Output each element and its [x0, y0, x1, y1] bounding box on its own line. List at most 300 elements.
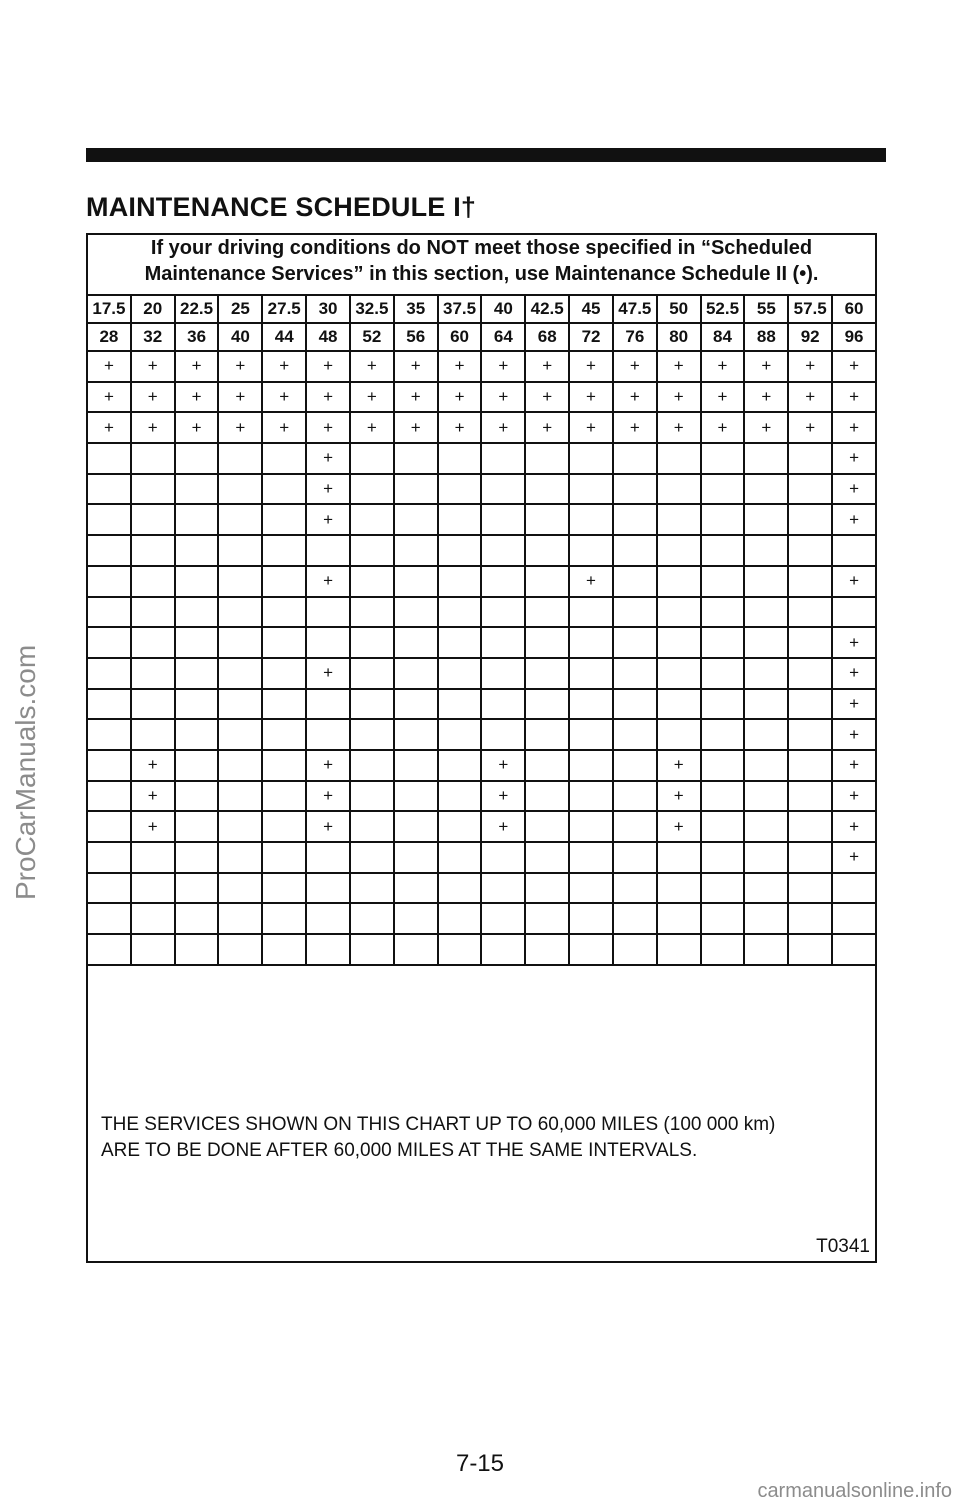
km-cell: 52 — [350, 323, 394, 351]
service-cell — [262, 811, 306, 842]
service-cell — [613, 535, 657, 566]
service-cell — [175, 627, 219, 658]
service-cell — [131, 658, 175, 689]
miles-cell: 40 — [481, 295, 525, 323]
service-cell: + — [438, 412, 482, 443]
service-cell — [87, 689, 131, 720]
service-cell: + — [569, 412, 613, 443]
service-cell — [394, 934, 438, 965]
service-cell — [350, 474, 394, 505]
service-cell — [350, 627, 394, 658]
km-cell: 40 — [218, 323, 262, 351]
service-cell — [350, 934, 394, 965]
service-row — [87, 351, 876, 382]
service-cell — [131, 504, 175, 535]
service-cell — [701, 535, 745, 566]
service-cell — [87, 934, 131, 965]
service-cell — [657, 689, 701, 720]
service-cell — [481, 597, 525, 628]
service-cell — [481, 689, 525, 720]
service-cell — [701, 842, 745, 873]
km-cell: 60 — [438, 323, 482, 351]
service-cell — [394, 781, 438, 812]
service-cell — [525, 903, 569, 934]
km-cell: 32 — [131, 323, 175, 351]
service-cell: + — [218, 412, 262, 443]
service-cell: + — [306, 504, 350, 535]
service-cell: + — [525, 412, 569, 443]
service-cell — [262, 719, 306, 750]
service-cell — [788, 903, 832, 934]
service-cell — [525, 566, 569, 597]
service-cell — [262, 873, 306, 904]
service-cell: + — [394, 351, 438, 382]
service-cell — [394, 597, 438, 628]
service-cell — [569, 474, 613, 505]
service-cell — [788, 443, 832, 474]
service-cell — [525, 689, 569, 720]
service-cell: + — [657, 382, 701, 413]
service-cell: + — [218, 351, 262, 382]
service-cell — [350, 903, 394, 934]
service-cell — [481, 873, 525, 904]
service-cell — [525, 535, 569, 566]
service-cell: + — [788, 412, 832, 443]
service-cell — [569, 842, 613, 873]
service-cell: + — [525, 351, 569, 382]
service-cell: + — [832, 842, 876, 873]
service-cell — [175, 719, 219, 750]
service-cell — [218, 443, 262, 474]
service-cell: + — [306, 658, 350, 689]
service-cell — [438, 566, 482, 597]
service-row — [87, 873, 876, 904]
service-cell — [788, 474, 832, 505]
miles-cell: 35 — [394, 295, 438, 323]
miles-cell: 57.5 — [788, 295, 832, 323]
service-cell — [350, 719, 394, 750]
service-cell: + — [306, 781, 350, 812]
service-row — [87, 382, 876, 413]
service-cell — [262, 474, 306, 505]
service-cell: + — [613, 351, 657, 382]
service-cell — [701, 658, 745, 689]
service-cell — [569, 781, 613, 812]
service-row — [87, 719, 876, 750]
service-cell — [744, 597, 788, 628]
service-cell — [744, 443, 788, 474]
service-cell — [438, 934, 482, 965]
service-cell — [613, 443, 657, 474]
service-cell: + — [569, 351, 613, 382]
service-cell: + — [481, 781, 525, 812]
service-cell: + — [481, 412, 525, 443]
service-cell — [262, 504, 306, 535]
km-cell: 44 — [262, 323, 306, 351]
service-cell — [218, 873, 262, 904]
service-row — [87, 443, 876, 474]
service-cell — [218, 597, 262, 628]
service-cell — [744, 689, 788, 720]
service-cell — [350, 597, 394, 628]
service-cell: + — [481, 811, 525, 842]
km-cell: 76 — [613, 323, 657, 351]
service-cell — [438, 811, 482, 842]
figure-code: T0341 — [816, 1236, 870, 1257]
service-cell: + — [131, 382, 175, 413]
service-cell — [481, 842, 525, 873]
service-cell: + — [569, 382, 613, 413]
service-cell: + — [438, 351, 482, 382]
service-cell — [175, 750, 219, 781]
service-cell: + — [262, 351, 306, 382]
service-cell — [438, 842, 482, 873]
service-cell — [481, 719, 525, 750]
service-cell — [218, 750, 262, 781]
maintenance-table — [86, 294, 877, 966]
service-cell: + — [438, 382, 482, 413]
service-cell — [394, 689, 438, 720]
service-cell — [438, 535, 482, 566]
service-cell — [788, 504, 832, 535]
service-cell: + — [262, 382, 306, 413]
service-cell — [788, 627, 832, 658]
service-cell — [394, 750, 438, 781]
service-cell — [569, 934, 613, 965]
service-cell — [131, 443, 175, 474]
service-cell — [87, 504, 131, 535]
service-cell: + — [350, 412, 394, 443]
service-cell — [744, 535, 788, 566]
km-cell: 36 — [175, 323, 219, 351]
service-cell: + — [701, 382, 745, 413]
service-cell — [525, 873, 569, 904]
service-cell: + — [657, 750, 701, 781]
miles-cell: 32.5 — [350, 295, 394, 323]
service-cell — [438, 658, 482, 689]
service-cell — [569, 903, 613, 934]
service-cell: + — [613, 382, 657, 413]
service-cell: + — [832, 689, 876, 720]
service-cell — [481, 474, 525, 505]
service-cell: + — [832, 811, 876, 842]
service-cell — [262, 627, 306, 658]
km-cell: 56 — [394, 323, 438, 351]
service-cell — [744, 627, 788, 658]
service-cell — [657, 566, 701, 597]
note-line-1: If your driving conditions do NOT meet those specified in “Scheduled — [150, 237, 813, 259]
schedule-note — [86, 235, 877, 293]
service-cell — [569, 750, 613, 781]
service-cell — [657, 873, 701, 904]
service-cell — [262, 535, 306, 566]
service-cell — [350, 750, 394, 781]
service-cell — [481, 535, 525, 566]
service-cell: + — [131, 781, 175, 812]
service-cell — [394, 842, 438, 873]
note-line-2: Maintenance Services” in this section, use Maintenance Schedule II (•). — [144, 263, 819, 285]
service-cell — [306, 627, 350, 658]
service-cell — [613, 504, 657, 535]
service-cell — [788, 750, 832, 781]
service-cell — [525, 934, 569, 965]
service-cell: + — [744, 351, 788, 382]
service-cell — [569, 719, 613, 750]
service-cell: + — [832, 351, 876, 382]
footer-line-2: ARE TO BE DONE AFTER 60,000 MILES AT THE SAME INTERVALS. — [101, 1140, 698, 1161]
service-cell — [832, 903, 876, 934]
service-cell — [788, 597, 832, 628]
service-cell: + — [525, 382, 569, 413]
service-cell — [262, 781, 306, 812]
service-cell — [525, 474, 569, 505]
service-cell: + — [832, 566, 876, 597]
service-cell — [701, 566, 745, 597]
service-cell — [744, 719, 788, 750]
service-cell — [218, 811, 262, 842]
service-cell — [525, 627, 569, 658]
service-cell — [481, 903, 525, 934]
km-cell: 96 — [832, 323, 876, 351]
service-cell — [481, 627, 525, 658]
service-cell — [87, 443, 131, 474]
service-cell — [613, 873, 657, 904]
service-cell — [525, 658, 569, 689]
service-cell: + — [744, 382, 788, 413]
km-cell: 84 — [701, 323, 745, 351]
service-cell — [394, 474, 438, 505]
service-cell — [131, 474, 175, 505]
service-cell: + — [131, 412, 175, 443]
service-cell — [87, 750, 131, 781]
service-cell — [744, 934, 788, 965]
service-cell — [350, 504, 394, 535]
service-cell: + — [218, 382, 262, 413]
service-cell: + — [306, 811, 350, 842]
service-cell — [262, 658, 306, 689]
km-cell: 28 — [87, 323, 131, 351]
service-cell — [657, 504, 701, 535]
service-cell — [87, 781, 131, 812]
service-cell — [262, 903, 306, 934]
service-cell — [131, 873, 175, 904]
service-cell — [525, 781, 569, 812]
service-row — [87, 504, 876, 535]
service-cell — [569, 689, 613, 720]
service-cell — [131, 597, 175, 628]
service-cell — [657, 443, 701, 474]
service-row — [87, 781, 876, 812]
service-cell — [613, 474, 657, 505]
service-cell: + — [175, 382, 219, 413]
service-cell — [350, 535, 394, 566]
service-cell: + — [744, 412, 788, 443]
service-cell: + — [657, 781, 701, 812]
km-cell: 48 — [306, 323, 350, 351]
service-cell: + — [832, 412, 876, 443]
service-cell — [262, 842, 306, 873]
service-cell — [701, 474, 745, 505]
service-cell — [438, 873, 482, 904]
service-row — [87, 811, 876, 842]
service-cell — [481, 566, 525, 597]
service-cell — [525, 597, 569, 628]
service-cell — [701, 811, 745, 842]
service-cell — [569, 627, 613, 658]
miles-cell: 45 — [569, 295, 613, 323]
service-cell — [701, 934, 745, 965]
service-cell — [131, 627, 175, 658]
service-cell — [481, 443, 525, 474]
service-cell — [788, 873, 832, 904]
service-cell — [788, 566, 832, 597]
service-cell — [788, 658, 832, 689]
service-cell — [788, 781, 832, 812]
service-cell — [788, 842, 832, 873]
service-cell: + — [832, 443, 876, 474]
service-cell — [175, 689, 219, 720]
service-cell — [569, 658, 613, 689]
service-cell — [87, 842, 131, 873]
service-cell — [438, 781, 482, 812]
service-cell — [306, 903, 350, 934]
service-cell — [218, 719, 262, 750]
service-cell: + — [481, 351, 525, 382]
page-number: 7-15 — [455, 1450, 505, 1477]
service-cell — [701, 750, 745, 781]
miles-cell: 20 — [131, 295, 175, 323]
service-cell — [306, 597, 350, 628]
service-cell — [701, 781, 745, 812]
service-cell — [131, 566, 175, 597]
service-cell — [394, 873, 438, 904]
service-row — [87, 566, 876, 597]
service-cell: + — [832, 382, 876, 413]
service-cell — [525, 504, 569, 535]
service-cell — [744, 504, 788, 535]
service-cell — [262, 689, 306, 720]
service-cell — [481, 504, 525, 535]
service-cell — [350, 566, 394, 597]
service-cell — [175, 903, 219, 934]
service-cell — [788, 535, 832, 566]
schedule-footer — [101, 1112, 775, 1164]
service-cell: + — [87, 382, 131, 413]
service-cell — [701, 597, 745, 628]
service-cell — [744, 750, 788, 781]
service-cell — [744, 474, 788, 505]
service-cell: + — [788, 351, 832, 382]
service-cell — [569, 873, 613, 904]
service-cell: + — [175, 351, 219, 382]
miles-header-row — [87, 295, 876, 323]
service-cell — [657, 934, 701, 965]
service-cell — [306, 873, 350, 904]
service-cell: + — [701, 351, 745, 382]
service-cell: + — [569, 566, 613, 597]
service-row — [87, 535, 876, 566]
miles-cell: 55 — [744, 295, 788, 323]
service-cell — [569, 443, 613, 474]
service-row — [87, 903, 876, 934]
service-cell — [613, 719, 657, 750]
service-cell — [218, 474, 262, 505]
service-cell — [218, 566, 262, 597]
service-cell — [657, 597, 701, 628]
service-row — [87, 750, 876, 781]
service-cell: + — [350, 351, 394, 382]
service-cell — [613, 566, 657, 597]
service-cell — [438, 474, 482, 505]
service-cell — [131, 689, 175, 720]
service-cell — [394, 811, 438, 842]
service-cell — [394, 903, 438, 934]
service-cell — [832, 535, 876, 566]
service-cell — [394, 719, 438, 750]
service-cell: + — [262, 412, 306, 443]
service-cell: + — [832, 474, 876, 505]
service-cell: + — [87, 351, 131, 382]
service-cell — [262, 597, 306, 628]
service-cell: + — [394, 412, 438, 443]
service-cell — [306, 535, 350, 566]
service-cell — [701, 903, 745, 934]
service-cell — [438, 627, 482, 658]
service-cell — [306, 689, 350, 720]
service-cell: + — [832, 750, 876, 781]
service-cell — [350, 842, 394, 873]
service-cell — [613, 658, 657, 689]
service-cell — [394, 504, 438, 535]
miles-cell: 30 — [306, 295, 350, 323]
miles-cell: 50 — [657, 295, 701, 323]
service-cell — [701, 873, 745, 904]
service-cell — [175, 474, 219, 505]
service-cell — [262, 934, 306, 965]
service-cell — [788, 719, 832, 750]
service-cell — [131, 535, 175, 566]
service-cell — [701, 504, 745, 535]
service-cell — [306, 934, 350, 965]
service-cell — [87, 535, 131, 566]
service-cell — [438, 504, 482, 535]
service-cell — [481, 658, 525, 689]
service-cell: + — [832, 627, 876, 658]
service-cell: + — [306, 382, 350, 413]
page-title: MAINTENANCE SCHEDULE I† — [86, 192, 477, 222]
service-cell — [87, 597, 131, 628]
service-cell: + — [131, 351, 175, 382]
service-cell — [131, 842, 175, 873]
service-cell — [525, 842, 569, 873]
service-row — [87, 597, 876, 628]
service-cell — [525, 811, 569, 842]
footer-line-1: THE SERVICES SHOWN ON THIS CHART UP TO 60,000 MILES (100 000 km) — [101, 1114, 776, 1135]
service-cell — [569, 811, 613, 842]
service-cell: + — [306, 474, 350, 505]
service-cell — [613, 627, 657, 658]
service-cell — [788, 934, 832, 965]
service-cell: + — [350, 382, 394, 413]
watermark-bottom: carmanualsonline.info — [757, 1480, 952, 1502]
service-cell — [788, 689, 832, 720]
service-cell — [788, 811, 832, 842]
service-cell — [350, 781, 394, 812]
service-cell — [87, 903, 131, 934]
service-cell — [569, 504, 613, 535]
km-cell: 72 — [569, 323, 613, 351]
service-cell — [218, 781, 262, 812]
